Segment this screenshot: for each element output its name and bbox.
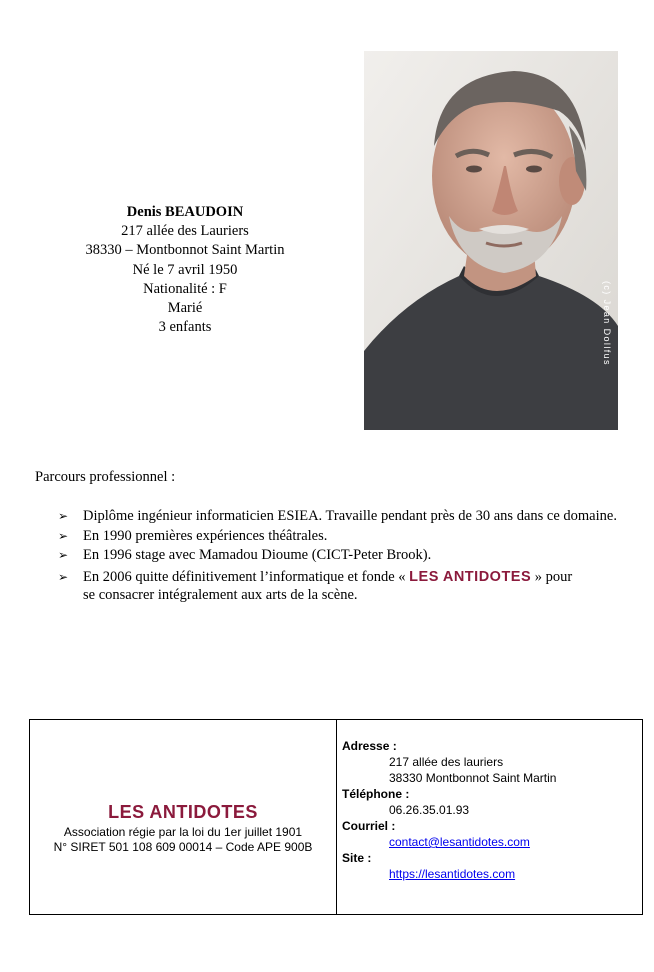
arrow-bullet-icon: ➢ (58, 509, 69, 523)
brand-name: LES ANTIDOTES (409, 568, 532, 585)
career-title: Parcours professionnel : (35, 469, 176, 485)
arrow-bullet-icon: ➢ (58, 528, 69, 543)
list-item: ➢ En 2006 quitte définitivement l’informatique et fonde « LES ANTIDOTES » pour se consacrer intégralement aux arts de la scène. (58, 568, 573, 603)
address-label: Adresse : (342, 739, 397, 753)
organization-cell (30, 720, 337, 914)
organization-name: LES ANTIDOTES (108, 801, 258, 822)
list-item: ➢ En 1990 premières expériences théâtrales. (58, 527, 328, 544)
career-list (58, 507, 628, 606)
contact-cell (337, 720, 642, 914)
list-item: ➢ Diplôme ingénieur informaticien ESIEA. Travaille pendant près de 30 ans dans ce domaine. (58, 508, 617, 524)
arrow-bullet-icon: ➢ (58, 548, 69, 562)
siret-info: N° SIRET 501 108 609 00014 – Code APE 900B (53, 839, 313, 854)
contact-table (29, 719, 643, 915)
email-label: Courriel : (342, 819, 396, 833)
list-item: ➢ En 1996 stage avec Mamadou Dioume (CICT-Peter Brook). (58, 547, 432, 563)
street-address: 217 allée des Lauriers (121, 223, 249, 240)
children-count: 3 enfants (158, 319, 212, 336)
address-line-1: 217 allée des lauriers (389, 755, 504, 769)
portrait-illustration (364, 51, 618, 430)
city-address: 38330 – Montbonnot Saint Martin (85, 242, 285, 259)
marital-status: Marié (167, 300, 203, 317)
arrow-bullet-icon: ➢ (58, 569, 69, 584)
photo-credit: (c) Jean Dollfus (602, 281, 612, 366)
birth-date: Né le 7 avril 1950 (132, 261, 238, 278)
association-info: Association régie par la loi du 1er juillet 1901 (63, 824, 303, 839)
nationality: Nationalité : F (143, 280, 227, 297)
phone-label: Téléphone : (342, 787, 410, 801)
portrait-photo (364, 51, 618, 430)
address-line-2: 38330 Montbonnot Saint Martin (389, 771, 557, 785)
email-link[interactable]: contact@lesantidotes.com (389, 835, 530, 849)
site-label: Site : (342, 851, 372, 865)
person-name: Denis BEAUDOIN (126, 204, 244, 220)
website-link[interactable]: https://lesantidotes.com (389, 867, 516, 881)
phone-number: 06.26.35.01.93 (389, 803, 470, 817)
identity-block (30, 203, 340, 337)
